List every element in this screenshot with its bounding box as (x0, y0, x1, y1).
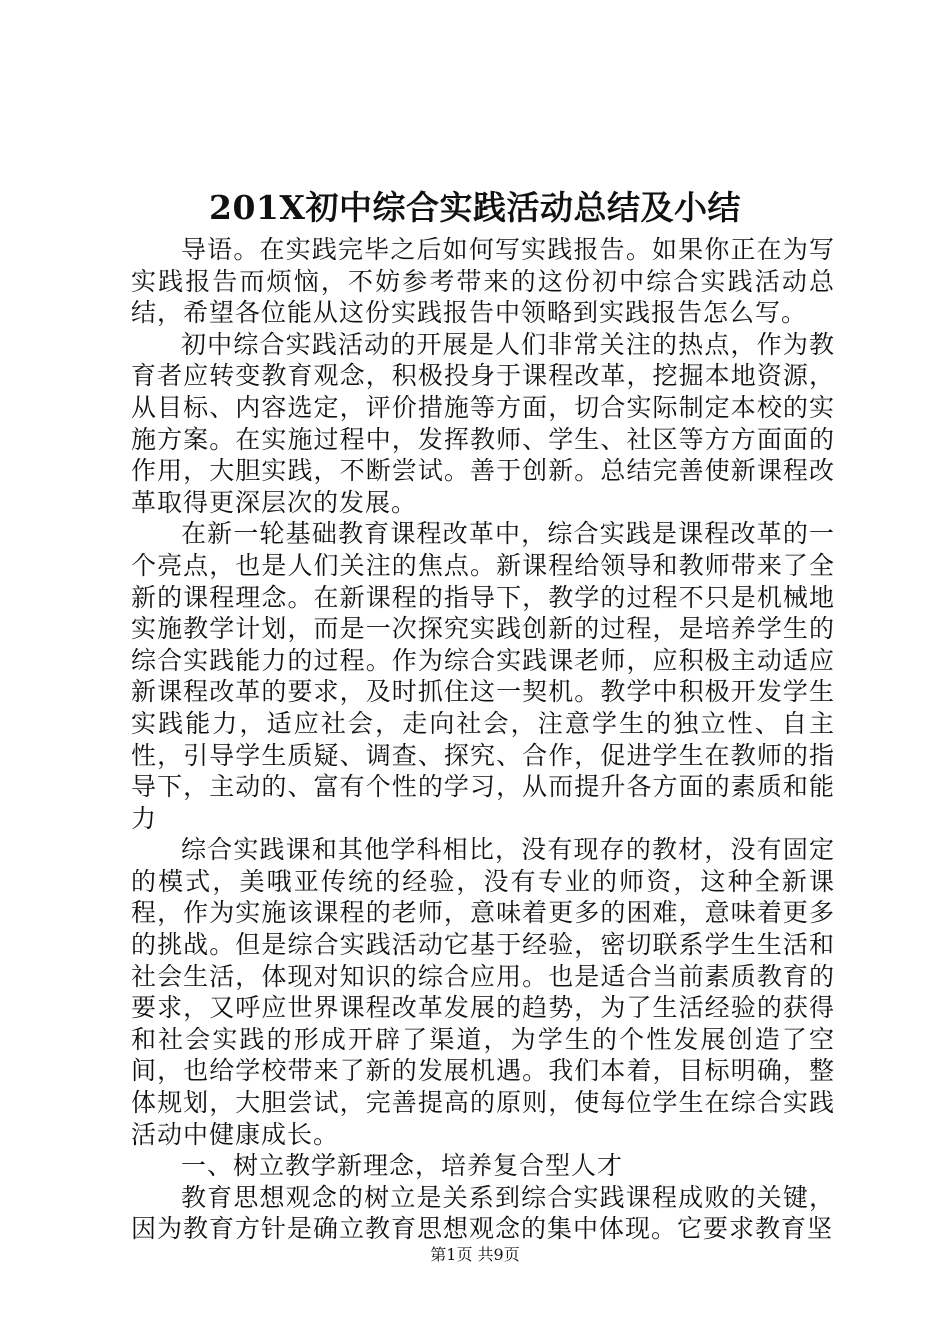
section-heading: 一、树立教学新理念，培养复合型人才 (181, 1151, 624, 1181)
paragraph: 初中综合实践活动的开展是人们非常关注的热点，作为教育者应转变教育观念，积极投身于课程改革，挖掘本地资源，从目标、内容选定，评价措施等方面，切合实际制定本校的实施方案。在实施过程中，发挥教师、学生、社区等方方面面的作用，大胆实践，不断尝试。善于创新。总结完善使新课程改革取得更深层次的发展。 (131, 329, 835, 517)
paragraph: 教育思想观念的树立是关系到综合实践课程成败的关键，因为教育方针是确立教育思想观念的集中体现。它要求教育坚 (131, 1182, 835, 1244)
document-body (131, 234, 835, 1245)
paragraph: 综合实践课和其他学科相比，没有现存的教材，没有固定的模式，美哦亚传统的经验，没有专业的师资，这种全新课程，作为实施该课程的老师，意味着更多的困难，意味着更多的挑战。但是综合实践活动它基于经验，密切联系学生生活和社会生活，体现对知识的综合应用。也是适合当前素质教育的要求，又呼应世界课程改革发展的趋势，为了生活经验的获得和社会实践的形成开辟了渠道，为学生的个性发展创造了空间，也给学校带来了新的发展机遇。我们本着，目标明确，整体规划，大胆尝试，完善提高的原则，使每位学生在综合实践活动中健康成长。 (131, 835, 835, 1149)
page-footer: 第1页 共9页 (430, 1245, 520, 1264)
document-title: 201X初中综合实践活动总结及小结 (209, 188, 741, 227)
paragraph-intro: 导语。在实践完毕之后如何写实践报告。如果你正在为写实践报告而烦恼，不妨参考带来的这份初中综合实践活动总结，希望各位能从这份实践报告中领略到实践报告怎么写。 (131, 235, 835, 328)
paragraph: 在新一轮基础教育课程改革中，综合实践是课程改革的一个亮点，也是人们关注的焦点。新课程给领导和教师带来了全新的课程理念。在新课程的指导下，教学的过程不只是机械地实施教学计划，而是一次探究实践创新的过程，是培养学生的综合实践能力的过程。作为综合实践课老师，应积极主动适应新课程改革的要求，及时抓住这一契机。教学中积极开发学生实践能力，适应社会，走向社会，注意学生的独立性、自主性，引导学生质疑、调查、探究、合作，促进学生在教师的指导下，主动的、富有个性的学习，从而提升各方面的素质和能力 (131, 519, 835, 833)
